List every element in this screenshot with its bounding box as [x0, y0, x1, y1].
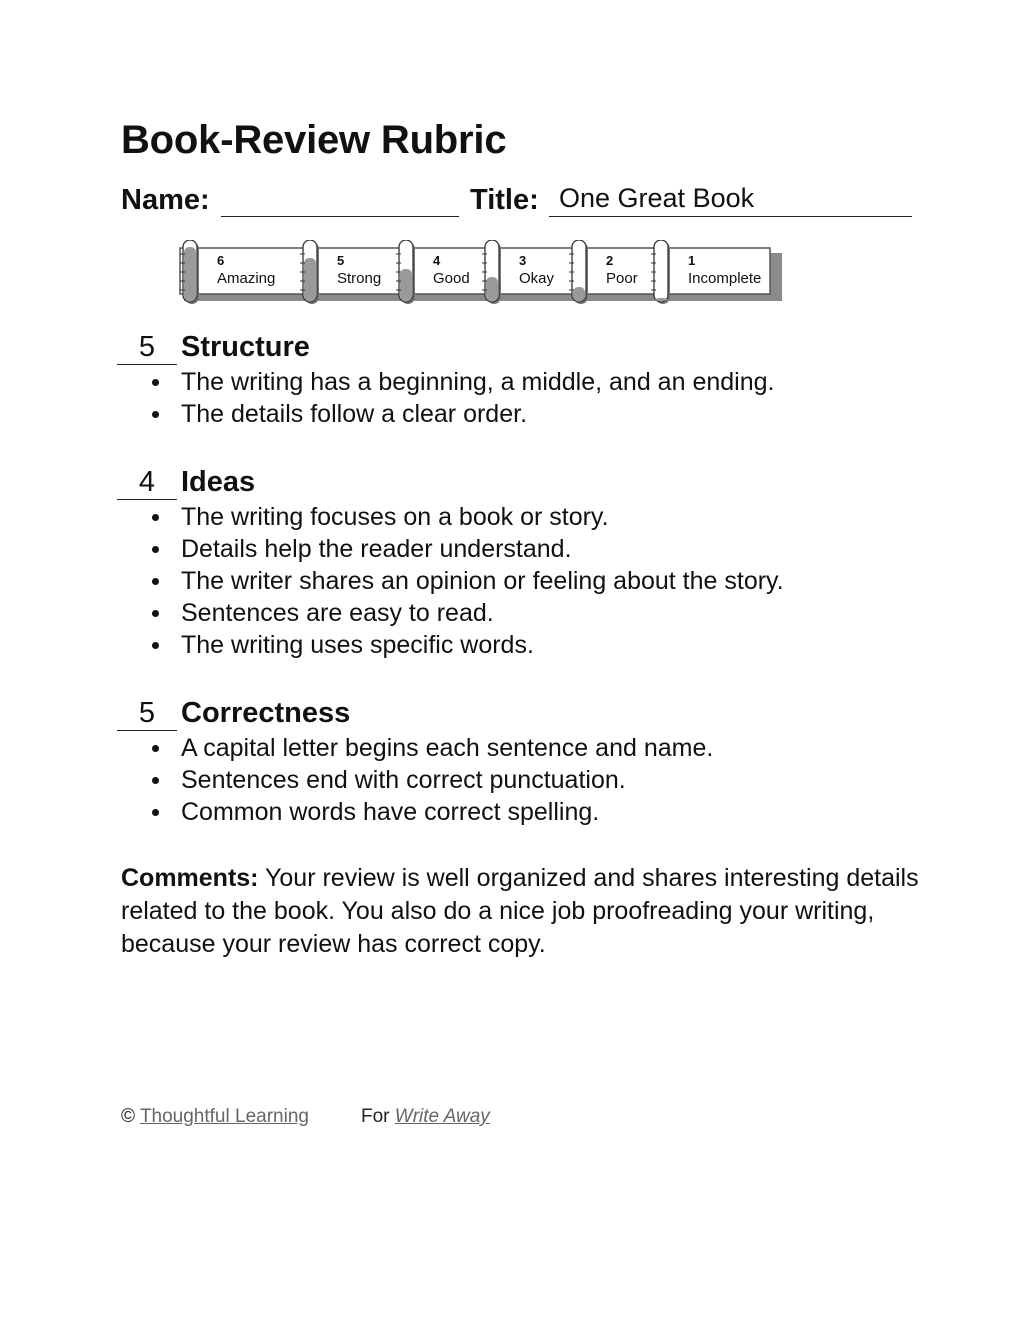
tube-fill [304, 258, 316, 301]
title-label: Title: [470, 184, 539, 216]
tube-fill [486, 277, 498, 301]
rating-scale [178, 240, 784, 306]
criteria-item: The writing focuses on a book or story. [150, 501, 784, 533]
criteria-item: The writer shares an opinion or feeling about the story. [150, 565, 784, 597]
comments-label: Comments: [121, 864, 259, 892]
scale-number: 4 [433, 253, 441, 268]
name-label: Name: [121, 184, 210, 216]
criteria-item: The writing has a beginning, a middle, and an ending. [150, 366, 774, 398]
section-title: Correctness [181, 697, 351, 729]
scale-number: 5 [337, 253, 345, 268]
criteria-item: Common words have correct spelling. [150, 796, 713, 828]
footer-program [361, 1106, 490, 1128]
scale-label: Incomplete [688, 270, 762, 287]
test-tube-icon [654, 240, 668, 302]
scale-number: 2 [606, 253, 614, 268]
score-field[interactable]: 5 [117, 330, 177, 365]
write-away-link[interactable]: Write Away [394, 1106, 490, 1127]
criteria-list [150, 366, 774, 430]
section-title: Ideas [181, 466, 256, 498]
criteria-list [150, 501, 784, 661]
title-field[interactable] [549, 216, 912, 217]
criteria-list [150, 732, 713, 828]
scale-label: Good [433, 270, 470, 287]
score-field[interactable]: 4 [117, 465, 177, 500]
criteria-item: The details follow a clear order. [150, 398, 774, 430]
section-title: Structure [181, 331, 310, 363]
tube-fill [184, 247, 196, 301]
criteria-item: The writing uses specific words. [150, 629, 784, 661]
criteria-item: Details help the reader understand. [150, 533, 784, 565]
scale-label: Okay [519, 270, 555, 287]
tube-fill [573, 287, 585, 301]
page-title: Book-Review Rubric [121, 118, 507, 162]
for-label: For [361, 1106, 390, 1127]
scale-label: Strong [337, 270, 382, 287]
footer-copyright [121, 1106, 309, 1128]
criteria-item: Sentences are easy to read. [150, 597, 784, 629]
scale-label: Poor [606, 270, 638, 287]
criteria-item: A capital letter begins each sentence and name. [150, 732, 713, 764]
tube-fill [655, 298, 667, 301]
scale-number: 1 [688, 253, 696, 268]
tube-fill [400, 269, 412, 301]
name-field[interactable] [221, 216, 459, 217]
thoughtful-learning-link[interactable]: Thoughtful Learning [139, 1106, 309, 1127]
score-field[interactable]: 5 [117, 696, 177, 731]
comments-text: Your review is well organized and shares interesting details related to the book. You also do a nice job proofreading your writing, because your review has correct copy. [121, 864, 919, 958]
comments [121, 862, 921, 961]
criteria-item: Sentences end with correct punctuation. [150, 764, 713, 796]
scale-number: 3 [519, 253, 527, 268]
scale-label: Amazing [217, 270, 276, 287]
scale-number: 6 [217, 253, 225, 268]
title-value: One Great Book [559, 183, 755, 213]
copyright-symbol: © [121, 1106, 135, 1127]
